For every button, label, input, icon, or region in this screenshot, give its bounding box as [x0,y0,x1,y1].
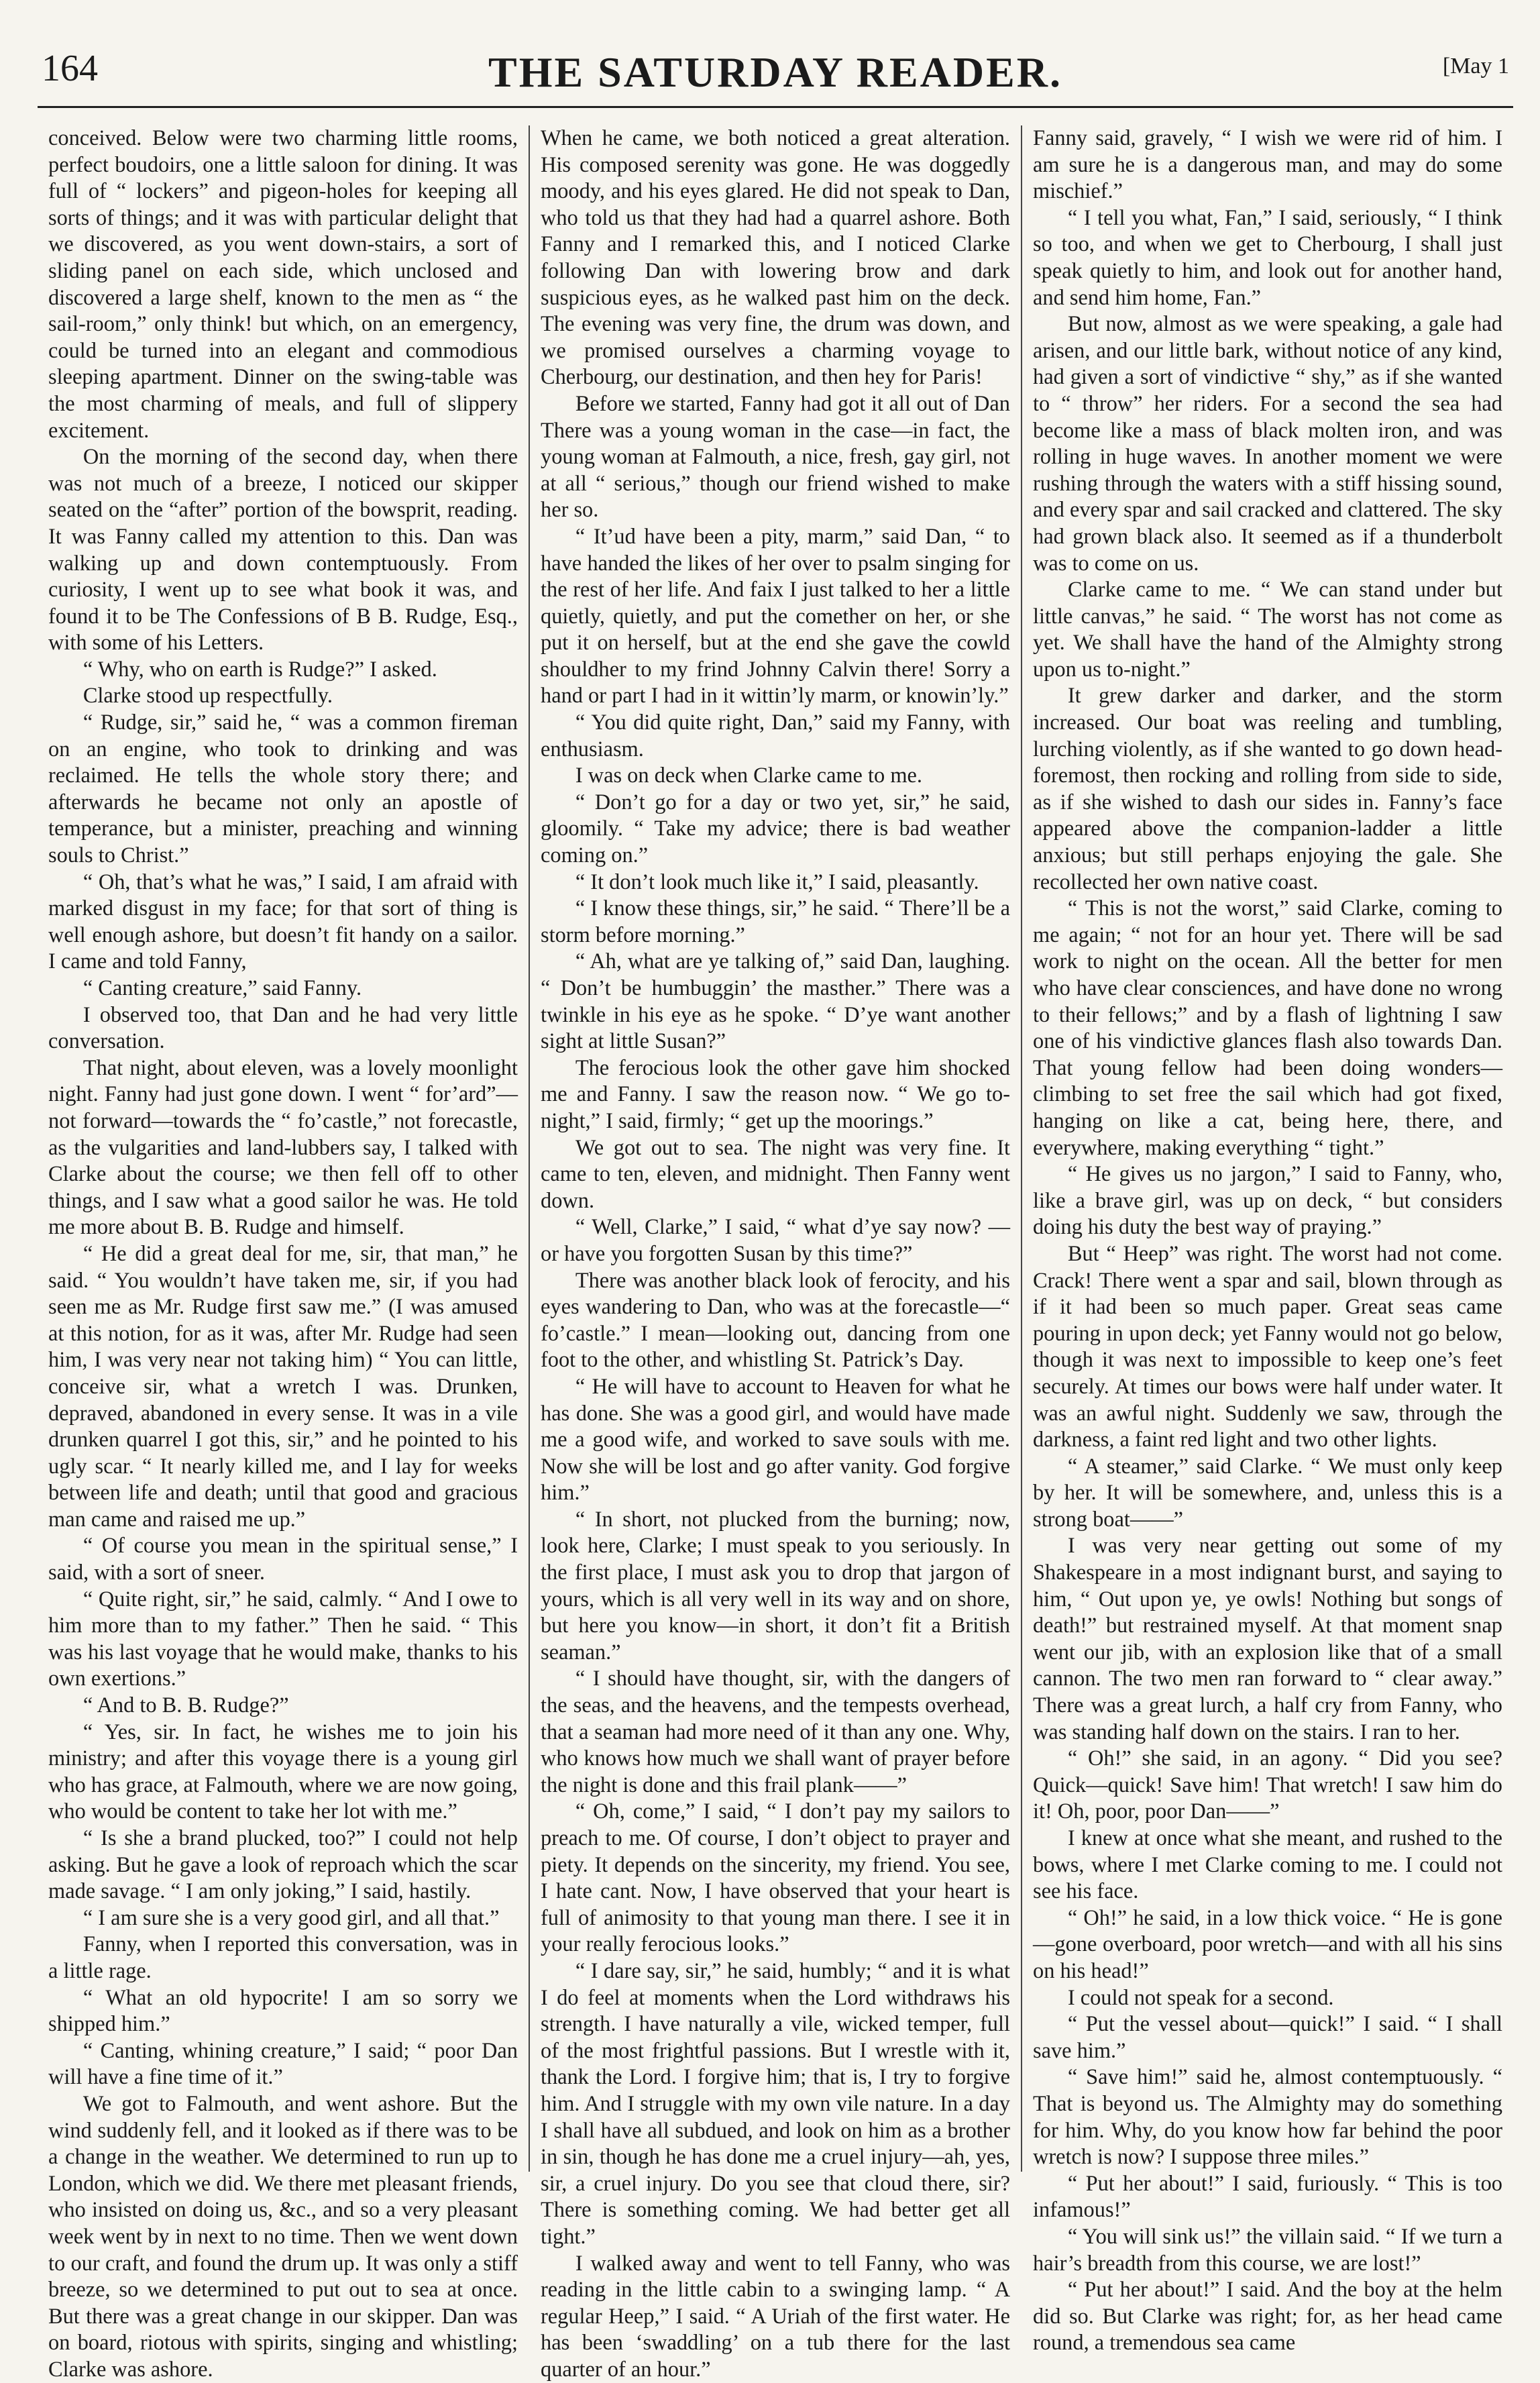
paragraph: “ Save him!” said he, almost contemptuously. “ That is beyond us. The Almighty may do something for him. Why, do you know how far behind the poor wretch is now? I suppose three miles.” [1033,2064,1502,2170]
paragraph: But now, almost as we were speaking, a gale had arisen, and our little bark, without notice of any kind, had given a sort of vindictive “ shy,” as if she wanted to “ throw” her riders. For a second the sea had become like a mass of black molten iron, and was rolling in huge waves. In another moment we were rushing through the waters with a stiff hissing sound, and every spar and sail cracked and clattered. The sky had grown black also. It seemed as if a thunderbolt was to come on us. [1033,311,1502,577]
page-header [38,39,1513,108]
paragraph: “ Well, Clarke,” I said, “ what d’ye say now? —or have you forgotten Susan by this time?” [541,1214,1010,1267]
paragraph: “ He gives us no jargon,” I said to Fanny, who, like a brave girl, was up on deck, “ but considers doing his duty the best way of praying.” [1033,1161,1502,1241]
column-2 [529,125,1021,2172]
paragraph: “ I dare say, sir,” he said, humbly; “ and it is what I do feel at moments when the Lord withdraws his strength. I have naturally a vile, wicked temper, full of the most frightful passions. But I wrestle with it, thank the Lord. I forgive him; that is, I try to forgive him. And I struggle with my own vile nature. In a day I shall have all subdued, and look on him as a brother in sin, though he has done me a cruel injury—ah, yes, sir, a cruel injury. Do you see that cloud there, sir? There is something coming. We had better get all tight.” [541,1958,1010,2251]
paragraph: Clarke stood up respectfully. [48,683,518,710]
paragraph: I could not speak for a second. [1033,1985,1502,2012]
paragraph: “ Put the vessel about—quick!” I said. “ I shall save him.” [1033,2011,1502,2064]
paragraph: “ Oh!” she said, in an agony. “ Did you see? Quick—quick! Save him! That wretch! I saw him do it! Oh, poor, poor Dan——” [1033,1746,1502,1825]
paragraph: “ I should have thought, sir, with the dangers of the seas, and the heavens, and the tempests overhead, that a seaman had more need of it than any one. Why, who knows how much we shall want of prayer before the night is done and this frail plank——” [541,1666,1010,1799]
column-3 [1021,125,1513,2172]
paragraph: “ Oh!” he said, in a low thick voice. “ He is gone—gone overboard, poor wretch—and with all his sins on his head!” [1033,1905,1502,1985]
paragraph: On the morning of the second day, when there was not much of a breeze, I noticed our skipper seated on the “after” portion of the bowsprit, reading. It was Fanny called my attention to this. Dan was walking up and down contemptuously. From curiosity, I went up to see what book it was, and found it to be The Confessions of B B. Rudge, Esq., with some of his Letters. [48,444,518,657]
paragraph: “ He did a great deal for me, sir, that man,” he said. “ You wouldn’t have taken me, sir, if you had seen me as Mr. Rudge first saw me.” (I was amused at this notion, for as it was, after Mr. Rudge had seen him, I was very near not taking him) “ You can little, conceive sir, what a wretch I was. Drunken, depraved, abandoned in every sense. It was in a vile drunken quarrel I got this, sir,” and he pointed to his ugly scar. “ It nearly killed me, and I lay for weeks between life and death; until that good and gracious man came and raised me up.” [48,1241,518,1534]
paragraph: Fanny said, gravely, “ I wish we were rid of him. I am sure he is a dangerous man, and may do some mischief.” [1033,125,1502,205]
paragraph: Before we started, Fanny had got it all out of Dan There was a young woman in the case—in fact, the young woman at Falmouth, a nice, fresh, gay girl, not at all “ serious,” though our friend wished to make her so. [541,391,1010,524]
paragraph: I observed too, that Dan and he had very little conversation. [48,1002,518,1055]
paragraph: conceived. Below were two charming little rooms, perfect boudoirs, one a little saloon for dining. It was full of “ lockers” and pigeon-holes for keeping all sorts of things; and it was with particular delight that we discovered, as you went down-stairs, a sort of sliding panel on each side, which unclosed and discovered a large shelf, known to the men as “ the sail-room,” only think! but which, on an emergency, could be turned into an elegant and commodious sleeping apartment. Dinner on the swing-table was the most charming of meals, and full of slippery excitement. [48,125,518,444]
paragraph: “ Yes, sir. In fact, he wishes me to join his ministry; and after this voyage there is a young girl who has grace, at Falmouth, where we are now going, who would be content to take her lot with me.” [48,1719,518,1825]
paragraph: There was another black look of ferocity, and his eyes wandering to Dan, who was at the forecastle—“ fo’castle.” I mean—looking out, dancing from one foot to the other, and whistling St. Patrick’s Day. [541,1268,1010,1374]
paragraph: “ I tell you what, Fan,” I said, seriously, “ I think so too, and when we get to Cherbourg, I shall just speak quietly to him, and look out for another hand, and send him home, Fan.” [1033,205,1502,311]
page-number: 164 [42,47,98,90]
paragraph: But “ Heep” was right. The worst had not come. Crack! There went a spar and sail, blown through as if it had been so much paper. Great seas came pouring in upon deck; yet Fanny would not go below, though it was next to impossible to keep one’s feet securely. At times our bows were half under water. It was an awful night. Suddenly we saw, through the darkness, a faint red light and two other lights. [1033,1241,1502,1454]
paragraph: “ This is not the worst,” said Clarke, coming to me again; “ not for an hour yet. There will be sad work to night on the ocean. All the better for men who have clear consciences, and have done no wrong to their fellows;” and by a flash of lightning I saw one of his vindictive glances flash also towards Dan. That young fellow had been doing wonders—climbing to set free the sail which had got fixed, hanging on like a cat, being here, there, and everywhere, making everything “ tight.” [1033,896,1502,1161]
paragraph: “ I know these things, sir,” he said. “ There’ll be a storm before morning.” [541,896,1010,949]
paragraph: “ Is she a brand plucked, too?” I could not help asking. But he gave a look of reproach which the scar made savage. “ I am only joking,” I said, hastily. [48,1825,518,1905]
paragraph: I was on deck when Clarke came to me. [541,763,1010,790]
paragraph: “ It’ud have been a pity, marm,” said Dan, “ to have handed the likes of her over to psalm singing for the rest of her life. And faix I just talked to her a little quietly, quietly, and put the comether on her, or she put it on herself, but at the end she gave the cowld shouldher to my frind Johnny Calvin there! Sorry a hand or part I had in it wittin’ly marm, or knowin’ly.” [541,524,1010,710]
paragraph: “ Canting creature,” said Fanny. [48,975,518,1002]
paragraph: “ Why, who on earth is Rudge?” I asked. [48,657,518,684]
paragraph: “ And to B. B. Rudge?” [48,1693,518,1719]
paragraph: “ It don’t look much like it,” I said, pleasantly. [541,869,1010,896]
column-1 [38,125,529,2172]
paragraph: “ Don’t go for a day or two yet, sir,” he said, gloomily. “ Take my advice; there is bad weather coming on.” [541,790,1010,869]
paragraph: The ferocious look the other gave him shocked me and Fanny. I saw the reason now. “ We go to-night,” I said, firmly; “ get up the moorings.” [541,1055,1010,1135]
paragraph: Clarke came to me. “ We can stand under but little canvas,” he said. “ The worst has not come as yet. We shall have the hand of the Almighty strong upon us to-night.” [1033,577,1502,683]
issue-date: [May 1 [1443,54,1509,79]
paragraph: That night, about eleven, was a lovely moonlight night. Fanny had just gone down. I went “ for’ard”—not forward—towards the “ fo’castle,” not forecastle, as the vulgarities and land-lubbers say, I talked with Clarke about the course; we then fell off to other things, and I saw what a good sailor he was. He told me more about B. B. Rudge and himself. [48,1055,518,1241]
paragraph: “ He will have to account to Heaven for what he has done. She was a good girl, and would have made me a good wife, and worked to save souls with me. Now she will be lost and go after vanity. God forgive him.” [541,1374,1010,1507]
paragraph: “ Oh, come,” I said, “ I don’t pay my sailors to preach to me. Of course, I don’t object to prayer and piety. It depends on the sincerity, my friend. You see, I hate cant. Now, I have observed that your heart is full of animosity to that young man there. I see it in your really ferocious looks.” [541,1799,1010,1958]
masthead-title: THE SATURDAY READER. [488,48,1062,97]
paragraph: “ Rudge, sir,” said he, “ was a common fireman on an engine, who took to drinking and was reclaimed. He tells the whole story there; and afterwards he became not only an apostle of temperance, but a minister, preaching and winning souls to Christ.” [48,710,518,869]
paragraph: “ A steamer,” said Clarke. “ We must only keep by her. It will be somewhere, and, unless this is a strong boat——” [1033,1454,1502,1534]
paragraph: “ You will sink us!” the villain said. “ If we turn a hair’s breadth from this course, we are lost!” [1033,2224,1502,2277]
paragraph: When he came, we both noticed a great alteration. His composed serenity was gone. He was doggedly moody, and his eyes glared. He did not speak to Dan, who told us that they had had a quarrel ashore. Both Fanny and I remarked this, and I noticed Clarke following Dan with lowering brow and dark suspicious eyes, as he walked past him on the deck. The evening was very fine, the drum was down, and we promised ourselves a charming voyage to Cherbourg, our destination, and then hey for Paris! [541,125,1010,391]
paragraph: I was very near getting out some of my Shakespeare in a most indignant burst, and saying to him, “ Out upon ye, ye owls! Nothing but songs of death!” but restrained myself. At that moment snap went our jib, with an explosion like that of a small cannon. The two men ran forward to “ clear away.” There was a great lurch, a half cry from Fanny, who was standing half down on the stairs. I ran to her. [1033,1533,1502,1746]
paragraph: I knew at once what she meant, and rushed to the bows, where I met Clarke coming to me. I could not see his face. [1033,1825,1502,1905]
paragraph: “ I am sure she is a very good girl, and all that.” [48,1905,518,1932]
paragraph: “ What an old hypocrite! I am so sorry we shipped him.” [48,1985,518,2038]
paragraph: Fanny, when I reported this conversation, was in a little rage. [48,1931,518,1984]
article-columns [38,125,1513,2172]
paragraph: We got out to sea. The night was very fine. It came to ten, eleven, and midnight. Then Fanny went down. [541,1135,1010,1215]
paragraph: “ In short, not plucked from the burning; now, look here, Clarke; I must speak to you seriously. In the first place, I must ask you to drop that jargon of yours, which is all very well in its way and on shore, but here you know—in short, it don’t fit a British seaman.” [541,1507,1010,1666]
paragraph: It grew darker and darker, and the storm increased. Our boat was reeling and tumbling, lurching violently, as if she wanted to go down head-foremost, then rocking and rolling from side to side, as if she wished to dash our sides in. Fanny’s face appeared above the companion-ladder a little anxious; but still perhaps enjoying the gale. She recollected her own native coast. [1033,683,1502,896]
paragraph: “ Of course you mean in the spiritual sense,” I said, with a sort of sneer. [48,1533,518,1586]
paragraph: We got to Falmouth, and went ashore. But the wind suddenly fell, and it looked as if there was to be a change in the weather. We determined to run up to London, which we did. We there met pleasant friends, who insisted on doing us, &c., and so a very pleasant week went by in next to no time. Then we went down to our craft, and found the drum up. It was only a stiff breeze, so we determined to put out to sea at once. But there was a great change in our skipper. Dan was on board, riotous with spirits, singing and whistling; Clarke was ashore. [48,2091,518,2383]
paragraph: I walked away and went to tell Fanny, who was reading in the little cabin to a swinging lamp. “ A regular Heep,” I said. “ A Uriah of the first water. He has been ‘swaddling’ on a tub there for the last quarter of an hour.” [541,2251,1010,2383]
paragraph: “ Ah, what are ye talking of,” said Dan, laughing. “ Don’t be humbuggin’ the masther.” There was a twinkle in his eye as he spoke. “ D’ye want another sight at little Susan?” [541,949,1010,1055]
paragraph: “ Put her about!” I said. And the boy at the helm did so. But Clarke was right; for, as her head came round, a tremendous sea came [1033,2277,1502,2357]
paragraph: “ Canting, whining creature,” I said; “ poor Dan will have a fine time of it.” [48,2038,518,2091]
paragraph: “ You did quite right, Dan,” said my Fanny, with enthusiasm. [541,710,1010,763]
paragraph: “ Quite right, sir,” he said, calmly. “ And I owe to him more than to my father.” Then he said. “ This was his last voyage that he would make, thanks to his own exertions.” [48,1587,518,1693]
paragraph: “ Put her about!” I said, furiously. “ This is too infamous!” [1033,2171,1502,2224]
paragraph: “ Oh, that’s what he was,” I said, I am afraid with marked disgust in my face; for that sort of thing is well enough ashore, but doesn’t fit handy on a sailor. I came and told Fanny, [48,869,518,975]
